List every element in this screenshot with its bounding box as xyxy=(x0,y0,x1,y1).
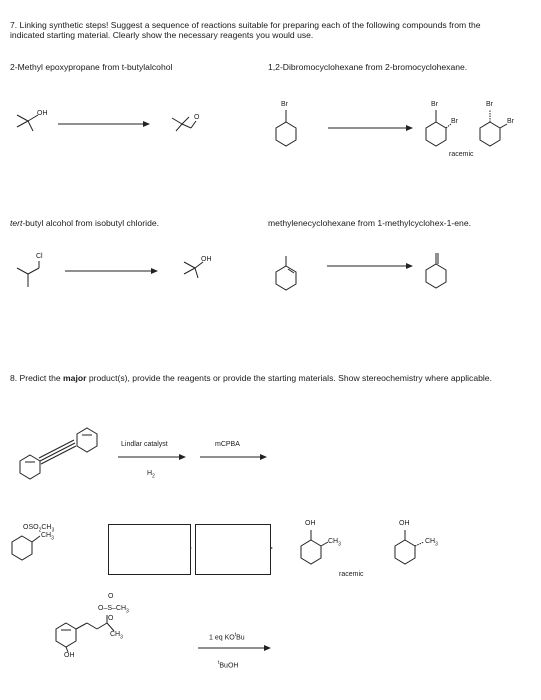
phenol-oh: OH xyxy=(64,652,75,659)
product-ch3-1-sub: 3 xyxy=(338,541,341,548)
task-d-title: methylenecyclohexane from 1-methylcyclohex-1-ene. xyxy=(268,218,472,228)
ch3-left-sub: 3 xyxy=(51,535,54,542)
task-a-title: 2-Methyl epoxypropane from t-butylalcohol xyxy=(10,62,173,72)
oh-label-a: OH xyxy=(37,110,48,117)
mesylate-ch3 xyxy=(110,631,123,641)
racemic-label-q8: racemic xyxy=(339,571,364,578)
ch3-label-left xyxy=(41,532,54,542)
t-butyl-alcohol-structure xyxy=(17,115,38,131)
reagent-buoh-text: BuOH xyxy=(219,662,239,670)
epoxide-o-label: O xyxy=(194,114,200,121)
mesylate-line xyxy=(98,605,129,615)
reagent-kobu-sup: t xyxy=(234,632,237,638)
cyclohexanol-product-2 xyxy=(395,530,424,564)
reagent-kobu xyxy=(209,631,245,642)
isobutyl-chloride-structure xyxy=(17,261,39,287)
br-label-p2b: Br xyxy=(507,118,514,125)
oso2ch3-sub1: 2 xyxy=(38,527,42,534)
br-label-p2a: Br xyxy=(486,101,493,108)
mesylate-line-sub: 3 xyxy=(126,608,129,615)
reagent-lindlar: Lindlar catalyst xyxy=(121,441,168,448)
mesylate-ch3-text: CH xyxy=(110,631,121,638)
mesylate-ch3-sub: 3 xyxy=(120,634,123,641)
task-c-rest: butyl alcohol from isobutyl chloride. xyxy=(25,218,160,228)
q8-heading-pre: 8. Predict the xyxy=(10,373,64,383)
product-oh-1: OH xyxy=(305,520,316,527)
q8-heading-post: product(s), provide the reagents or provide the starting materials. Show stereochemistry where applicable. xyxy=(86,373,492,383)
product-ch3-1-text: CH xyxy=(328,538,339,545)
answer-box-1[interactable] xyxy=(108,524,191,575)
reaction-arrow-c xyxy=(65,268,158,274)
mesylate-o-top: O xyxy=(108,593,114,600)
cyclohexyl-mesylate-structure xyxy=(12,536,40,560)
bromocyclohexane-structure xyxy=(276,110,296,146)
reaction-arrow-d xyxy=(327,263,413,269)
dibromide-product-2 xyxy=(480,110,507,146)
reagent-mcpba: mCPBA xyxy=(215,441,240,448)
reaction-arrow-a xyxy=(58,121,150,127)
answer-box-2[interactable] xyxy=(195,524,271,575)
product-ch3-2-text: CH xyxy=(425,538,436,545)
br-label-p1a: Br xyxy=(431,101,438,108)
phenol-mesylate-structure xyxy=(56,615,114,652)
oso2ch3-a: OSO xyxy=(23,524,39,531)
ch3-left-text: CH xyxy=(41,532,52,539)
q8-heading-bold: major xyxy=(63,373,87,383)
br-label-p1b: Br xyxy=(451,118,458,125)
reagent-h2 xyxy=(147,470,155,480)
reagent-h2-text: H xyxy=(147,470,153,477)
product-ch3-2 xyxy=(425,538,438,548)
product-ch3-1 xyxy=(328,538,341,548)
epoxide-structure xyxy=(172,117,196,131)
reagent-buoh xyxy=(218,659,238,670)
reaction-arrow-mcpba xyxy=(200,454,267,460)
dibromide-product-1 xyxy=(426,110,451,146)
cyclohexanol-product-1 xyxy=(301,530,328,564)
reaction-arrow-kobu xyxy=(198,645,271,651)
reaction-arrow-lindlar xyxy=(118,454,186,460)
mesylate-line-text: O–S–CH xyxy=(98,605,127,612)
methylenecyclohexane-structure xyxy=(426,253,446,288)
task-b-title: 1,2-Dibromocyclohexane from 2-bromocyclohexane. xyxy=(268,62,468,72)
question-7-heading: 7. Linking synthetic steps! Suggest a sequence of reactions suitable for preparing each of the following compounds from the indicated starting material. Clearly show the necessary reagents you would use. xyxy=(10,20,481,40)
reagent-h2-sub: 2 xyxy=(152,473,155,480)
diphenylacetylene-structure xyxy=(20,428,97,479)
oh-label-c: OH xyxy=(201,256,212,263)
oso2ch3-b: CH xyxy=(41,524,52,531)
cl-label: Cl xyxy=(36,253,43,260)
racemic-label-q7: racemic xyxy=(449,151,474,158)
reaction-arrow-b xyxy=(328,125,413,131)
tert-butanol-structure xyxy=(184,262,203,278)
mesylate-o-bottom: O xyxy=(108,615,114,622)
br-label-start: Br xyxy=(281,101,288,108)
reagent-kobu-b: Bu xyxy=(236,634,245,642)
methylcyclohexene-structure xyxy=(276,256,296,290)
product-ch3-2-sub: 3 xyxy=(435,541,438,548)
product-oh-2: OH xyxy=(399,520,410,527)
oso2ch3-sub2: 3 xyxy=(51,527,55,534)
reagent-buoh-sup: t xyxy=(218,660,220,666)
reagent-kobu-a: 1 eq KO xyxy=(209,634,235,642)
task-c-italic: tert- xyxy=(10,218,26,228)
